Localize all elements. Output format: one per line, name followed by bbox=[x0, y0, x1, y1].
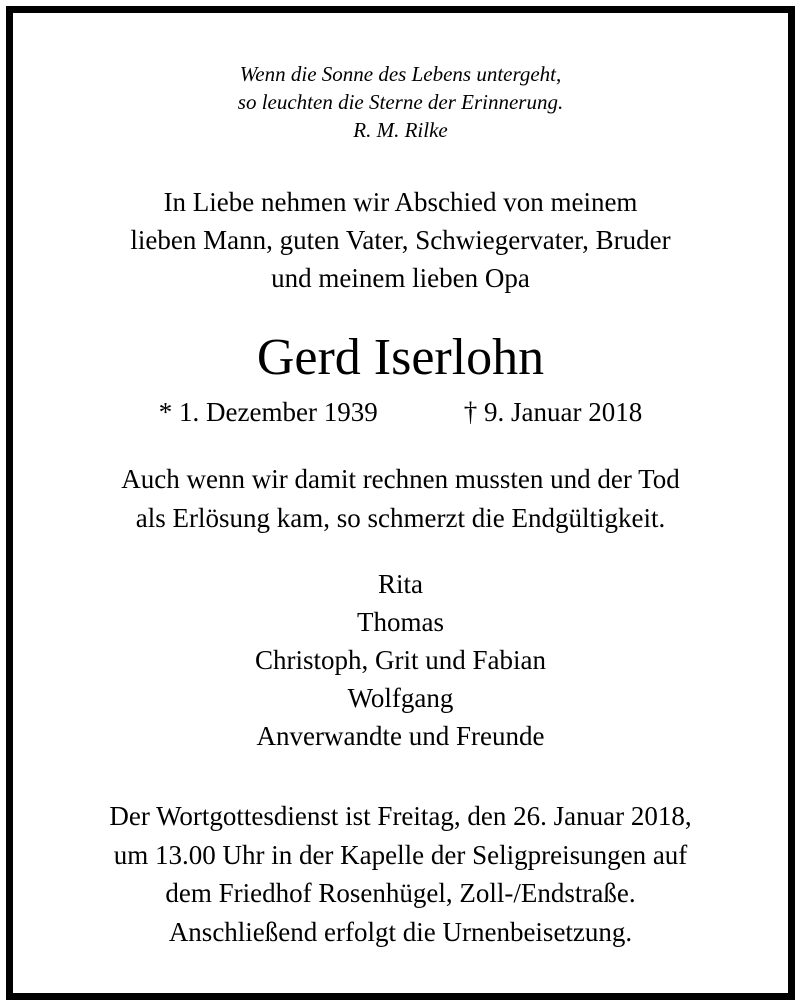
service-line-4: Anschließend erfolgt die Urnenbeisetzung. bbox=[168, 916, 633, 947]
mourner-name: Christoph, Grit und Fabian bbox=[255, 645, 546, 675]
mourner-name: Wolfgang bbox=[347, 683, 454, 713]
funeral-service-info bbox=[13, 797, 788, 951]
intro-line-3: und meinem lieben Opa bbox=[271, 263, 530, 293]
sentence-line-1: Auch wenn wir damit rechnen mussten und der Tod bbox=[121, 464, 680, 494]
quote-line-1: Wenn die Sonne des Lebens untergeht, bbox=[239, 62, 562, 86]
deceased-name: Gerd Iserlohn bbox=[256, 329, 545, 386]
intro-line-1: In Liebe nehmen wir Abschied von meinem bbox=[163, 187, 638, 217]
mourner-name: Thomas bbox=[357, 607, 444, 637]
intro-line-2: lieben Mann, guten Vater, Schwiegervater, Bruder bbox=[130, 225, 671, 255]
birth-date: * 1. Dezember 1939 bbox=[158, 397, 378, 427]
rilke-quote bbox=[13, 60, 788, 144]
obituary-content bbox=[13, 13, 788, 993]
obituary-border bbox=[6, 6, 795, 1000]
sentence-line-2: als Erlösung kam, so schmerzt die Endgültigkeit. bbox=[135, 503, 666, 533]
service-line-3: dem Friedhof Rosenhügel, Zoll-/Endstraße. bbox=[165, 878, 636, 908]
intro-text bbox=[13, 183, 788, 297]
mourner-name: Anverwandte und Freunde bbox=[256, 721, 545, 751]
service-line-2: um 13.00 Uhr in der Kapelle der Seligpreisungen auf bbox=[113, 839, 688, 870]
death-date: † 9. Januar 2018 bbox=[463, 397, 643, 427]
life-dates bbox=[13, 394, 788, 430]
quote-line-2: so leuchten die Sterne der Erinnerung. bbox=[237, 90, 564, 114]
mourners-list bbox=[13, 565, 788, 755]
mourner-name: Rita bbox=[378, 569, 423, 599]
grief-sentence bbox=[13, 460, 788, 538]
service-line-1: Der Wortgottesdienst ist Freitag, den 26. Januar 2018, bbox=[109, 801, 692, 831]
quote-author: R. M. Rilke bbox=[353, 118, 448, 142]
